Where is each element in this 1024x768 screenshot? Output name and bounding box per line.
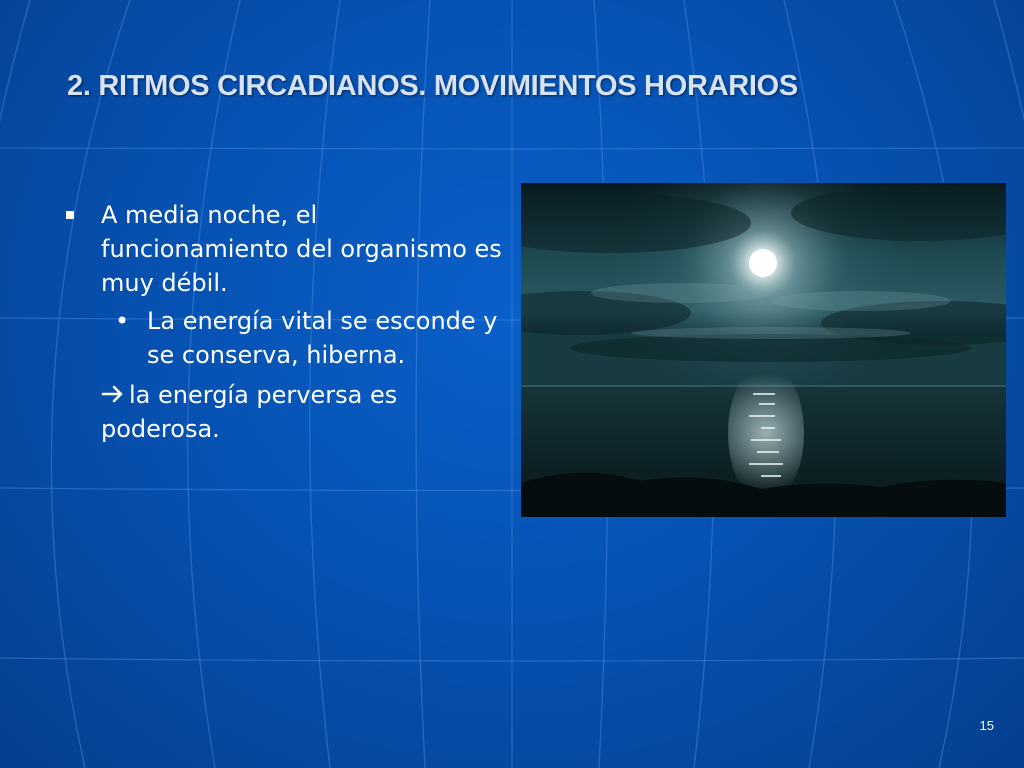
bullet-text: A media noche, el funcionamiento del organismo es muy débil. bbox=[101, 201, 502, 297]
sub-bullet-text: La energía vital se esconde y se conserva, hiberna. bbox=[147, 307, 498, 369]
bullet-item bbox=[63, 198, 503, 300]
arrow-line-text: la energía perversa es poderosa. bbox=[101, 381, 398, 443]
arrow-right-icon bbox=[101, 385, 125, 403]
page-number: 15 bbox=[979, 718, 994, 733]
arrow-line bbox=[63, 378, 503, 446]
dot-bullet-icon: • bbox=[115, 307, 130, 335]
sub-bullet-item bbox=[63, 304, 503, 372]
slide-title: 2. RITMOS CIRCADIANOS. MOVIMIENTOS HORARIOS bbox=[67, 70, 798, 102]
night-sea-photo bbox=[521, 183, 1006, 517]
square-bullet-icon bbox=[66, 211, 74, 219]
slide-body bbox=[63, 198, 503, 446]
